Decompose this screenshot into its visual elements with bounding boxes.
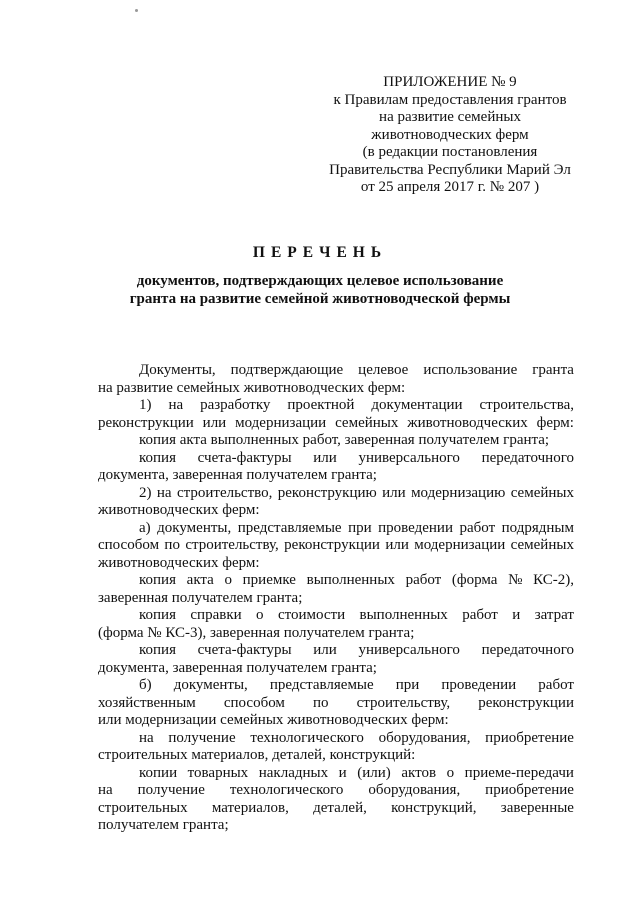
- document-body: [98, 362, 574, 835]
- body-word: получение: [137, 782, 205, 798]
- appendix-header-line: животноводческих ферм: [371, 126, 529, 143]
- body-word: работ: [538, 677, 574, 693]
- body-line: [98, 397, 574, 415]
- appendix-date-line: от 25 апреля 2017 г. № 207 ): [360, 179, 540, 195]
- body-line: животноводческих ферм:: [98, 502, 260, 518]
- subtitle-line: документов, подтверждающих целевое использование: [136, 273, 504, 289]
- body-line: (форма № КС-3), заверенная получателем гранта;: [98, 624, 415, 641]
- body-word: КС-2),: [533, 572, 574, 588]
- body-word: о: [224, 572, 232, 588]
- body-word: затрат: [534, 607, 574, 623]
- body-word: работ: [459, 519, 496, 536]
- body-word: или: [202, 414, 227, 431]
- body-word: приеме-передачи: [464, 764, 574, 781]
- appendix-header-line: (в редакции постановления: [362, 144, 538, 160]
- body-word: проектной: [287, 397, 355, 413]
- body-word: деталей,: [313, 799, 367, 816]
- body-line: [98, 695, 574, 713]
- body-word: б): [139, 677, 152, 693]
- body-word: документы,: [173, 677, 248, 693]
- body-line: на развитие семейных животноводческих ферм:: [98, 379, 406, 396]
- body-word: №: [508, 572, 523, 588]
- document-subtitle: [0, 273, 640, 308]
- body-word: семейных: [510, 537, 574, 553]
- body-word: оборудования,: [368, 782, 461, 798]
- body-word: подтверждающие: [230, 362, 344, 378]
- body-word: строительных: [98, 799, 188, 816]
- body-word: использование: [423, 362, 518, 378]
- body-word: на: [98, 782, 113, 798]
- body-line: [98, 782, 574, 800]
- body-word: выполненных: [359, 607, 448, 623]
- body-word: документы,: [157, 519, 232, 536]
- body-word: проведении: [378, 519, 453, 536]
- body-word: модернизацию: [411, 484, 506, 501]
- body-word: 1): [139, 397, 152, 413]
- body-word: животноводческих: [407, 414, 528, 431]
- body-line: [98, 415, 574, 433]
- body-word: конструкций,: [391, 799, 477, 816]
- body-line: [98, 485, 574, 503]
- body-line: получателем гранта;: [98, 817, 229, 833]
- body-word: а): [139, 519, 151, 536]
- body-word: проведении: [441, 677, 517, 693]
- body-line: животноводческих ферм:: [98, 554, 260, 571]
- body-word: или: [313, 449, 337, 466]
- body-line: [98, 765, 574, 783]
- subtitle-line: гранта на развитие семейной животноводческой фермы: [129, 290, 511, 307]
- body-word: счета-фактуры: [197, 642, 292, 658]
- body-word: (форма: [451, 572, 498, 588]
- body-word: Документы,: [139, 362, 216, 378]
- body-line: [98, 730, 574, 748]
- body-word: целевое: [358, 362, 409, 378]
- body-line: [98, 362, 574, 380]
- body-line: или модернизации семейных животноводческих ферм:: [98, 712, 449, 728]
- body-word: передаточного: [481, 642, 574, 658]
- appendix-header-line: к Правилам предоставления грантов: [333, 91, 567, 108]
- body-word: способом: [98, 537, 160, 553]
- body-word: семейных: [510, 484, 574, 501]
- body-word: копия: [139, 607, 176, 623]
- body-line: документа, заверенная получателем гранта;: [98, 659, 377, 676]
- body-word: гранта: [532, 362, 574, 378]
- body-word: технологического: [229, 782, 344, 798]
- body-word: строительства,: [479, 397, 574, 413]
- body-word: технологического: [250, 729, 364, 746]
- body-word: модернизации: [235, 414, 327, 431]
- body-line: [98, 450, 574, 468]
- body-word: справки: [190, 607, 242, 623]
- body-word: выполненных: [306, 572, 395, 588]
- body-word: материалов,: [211, 799, 289, 816]
- scan-speck: [135, 9, 138, 12]
- body-word: или: [382, 484, 406, 501]
- body-word: реконструкции: [98, 414, 194, 431]
- body-word: модернизации: [414, 537, 506, 553]
- body-word: приобретение: [485, 782, 574, 798]
- body-word: реконструкции: [284, 537, 380, 553]
- body-word: при: [348, 519, 372, 536]
- body-line: [98, 607, 574, 625]
- body-line: заверенная получателем гранта;: [98, 589, 303, 606]
- body-word: стоимости: [277, 607, 346, 623]
- body-word: хозяйственным: [98, 694, 196, 711]
- body-word: по: [313, 694, 329, 711]
- body-word: (или): [357, 764, 391, 781]
- body-line: [98, 537, 574, 555]
- appendix-header: [300, 74, 600, 197]
- body-word: или: [385, 537, 409, 553]
- body-line: копия акта выполненных работ, заверенная получателем гранта;: [139, 432, 550, 448]
- body-word: реконструкцию: [277, 484, 377, 501]
- body-line: [98, 677, 574, 695]
- body-word: о: [446, 764, 455, 781]
- body-word: копия: [139, 449, 176, 466]
- body-word: представляемые: [237, 519, 342, 536]
- body-word: и: [338, 764, 347, 781]
- body-word: получение: [168, 729, 236, 746]
- body-word: о: [256, 607, 264, 623]
- body-word: реконструкции: [478, 694, 574, 711]
- body-word: и: [512, 607, 521, 623]
- body-word: на: [168, 397, 184, 413]
- body-word: счета-фактуры: [197, 449, 292, 466]
- body-word: разработку: [200, 397, 271, 413]
- body-word: копия: [139, 572, 176, 588]
- body-word: накладных: [258, 764, 329, 781]
- body-word: акта: [186, 572, 214, 588]
- appendix-header-line: Правительства Республики Марий Эл: [329, 161, 571, 178]
- body-word: строительству,: [185, 537, 279, 553]
- body-word: универсального: [358, 449, 460, 466]
- body-line: [98, 572, 574, 590]
- body-word: документации: [371, 397, 463, 413]
- appendix-header-line: на развитие семейных: [379, 109, 521, 125]
- body-word: при: [395, 677, 420, 693]
- body-word: на: [139, 729, 154, 746]
- body-word: универсального: [358, 642, 460, 658]
- body-word: подрядным: [501, 519, 574, 536]
- body-word: передаточного: [481, 449, 574, 466]
- body-word: заверенные: [500, 799, 574, 816]
- appendix-number: ПРИЛОЖЕНИЕ № 9: [383, 74, 517, 90]
- body-word: ферм:: [536, 414, 574, 431]
- body-word: актов: [401, 764, 437, 781]
- body-word: работ: [462, 607, 498, 623]
- body-line: [98, 642, 574, 660]
- body-word: по: [164, 537, 180, 553]
- body-word: копия: [139, 642, 176, 658]
- body-line: [98, 520, 574, 538]
- body-word: оборудования,: [378, 729, 471, 746]
- body-word: работ: [405, 572, 442, 588]
- body-word: семейных: [335, 414, 399, 431]
- body-word: на: [156, 484, 172, 501]
- body-word: товарных: [187, 764, 249, 781]
- body-word: способом: [223, 694, 285, 711]
- body-word: 2): [139, 484, 152, 501]
- body-line: документа, заверенная получателем гранта;: [98, 467, 377, 483]
- body-word: копии: [139, 764, 178, 781]
- body-word: приемке: [242, 572, 296, 588]
- body-line: [98, 800, 574, 818]
- body-word: строительству,: [356, 694, 451, 711]
- body-word: представляемые: [269, 677, 374, 693]
- body-line: строительных материалов, деталей, конструкций:: [98, 747, 416, 763]
- document-title: ПЕРЕЧЕНЬ: [252, 244, 388, 261]
- body-word: или: [313, 642, 337, 658]
- body-word: строительство,: [176, 484, 273, 501]
- body-word: приобретение: [485, 729, 574, 746]
